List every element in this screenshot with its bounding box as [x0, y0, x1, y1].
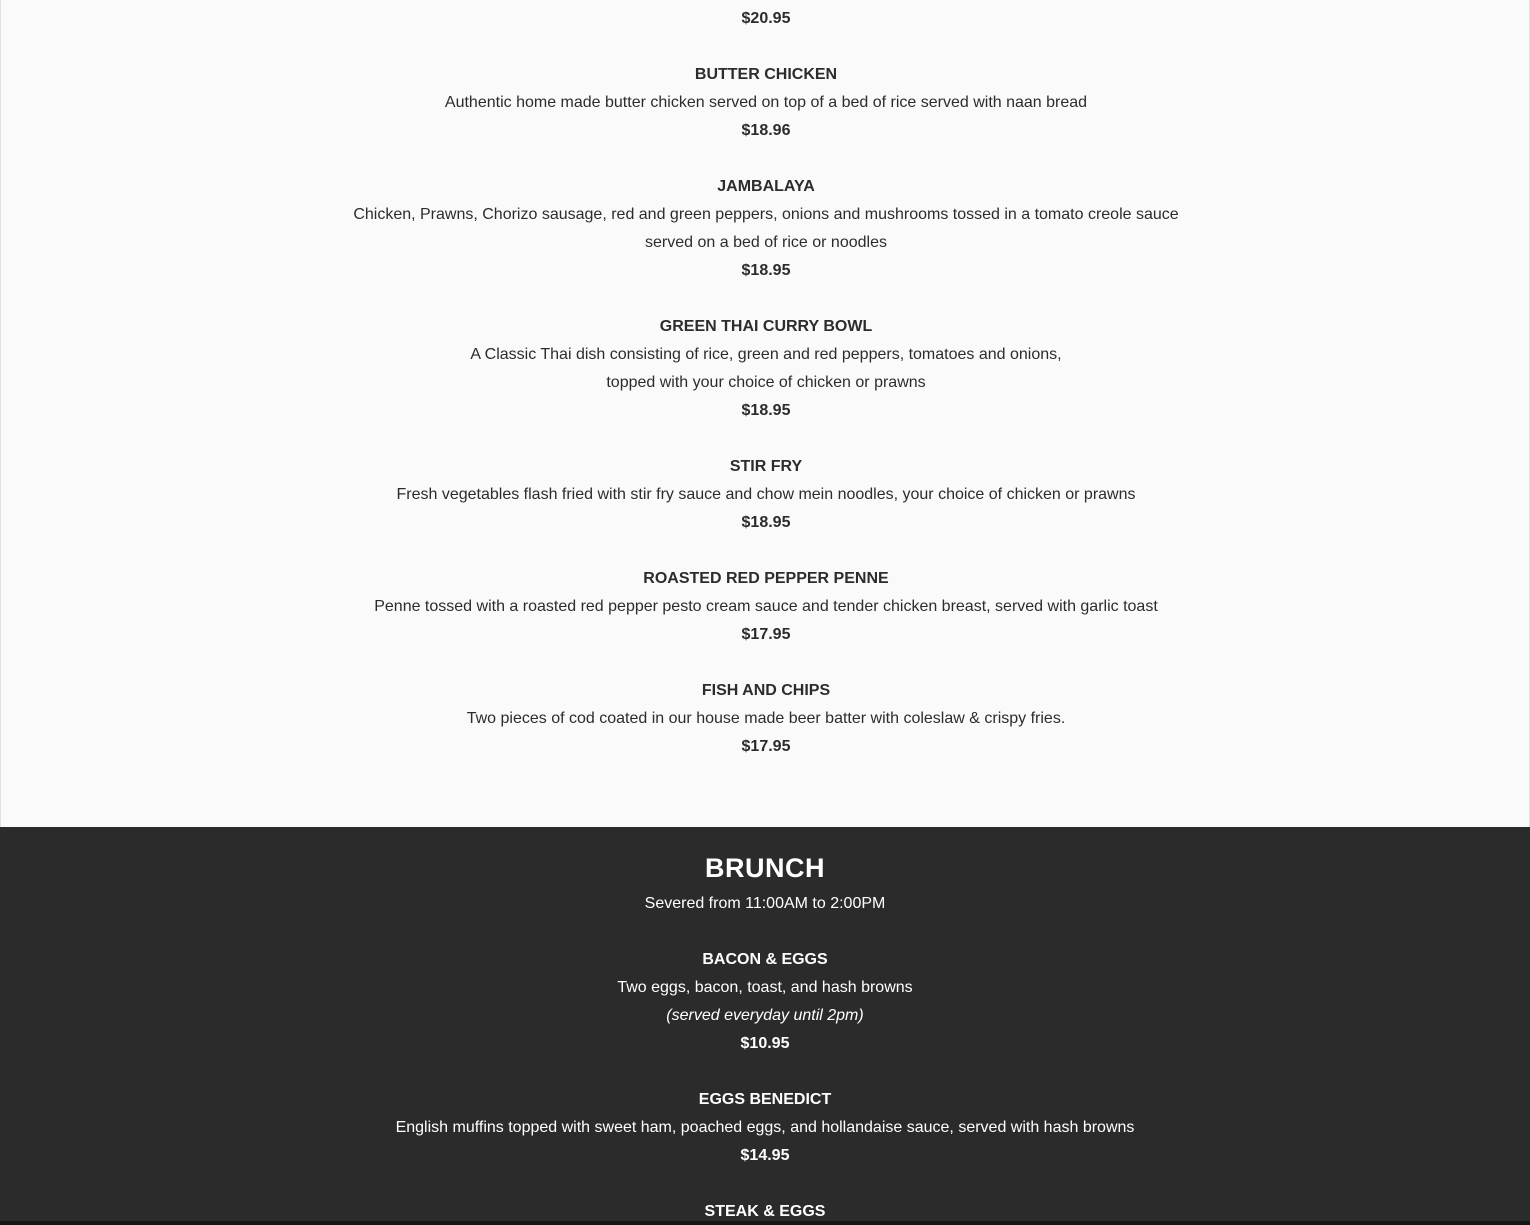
menu-item-butter-chicken: [1, 61, 1530, 145]
menu-item-title: JAMBALAYA: [717, 178, 815, 195]
menu-item-description: English muffins topped with sweet ham, poached eggs, and hollandaise sauce, served with hash browns: [395, 1119, 1135, 1136]
menu-item-description: A Classic Thai dish consisting of rice, green and red peppers, tomatoes and onions,: [470, 346, 1062, 363]
menu-item-description: Two pieces of cod coated in our house made beer batter with coleslaw & crispy fries.: [466, 710, 1066, 727]
menu-item-description: Two eggs, bacon, toast, and hash browns: [617, 979, 913, 996]
menu-item-description: Penne tossed with a roasted red pepper pesto cream sauce and tender chicken breast, served with garlic toast: [374, 598, 1158, 615]
menu-item-price: $18.95: [741, 402, 791, 419]
menu-item-title: FISH AND CHIPS: [701, 682, 831, 699]
menu-item-previous: [1, 5, 1530, 33]
menu-item-title: STEAK & EGGS: [704, 1203, 826, 1220]
menu-item-title: GREEN THAI CURRY BOWL: [659, 318, 873, 335]
menu-item-price: $17.95: [741, 626, 791, 643]
menu-item-title: EGGS BENEDICT: [698, 1091, 832, 1108]
menu-item-bacon-and-eggs: [0, 946, 1530, 1058]
menu-item-eggs-benedict: [0, 1086, 1530, 1170]
brunch-section-title: BRUNCH: [705, 853, 825, 883]
menu-item-price: $17.95: [741, 738, 791, 755]
menu-item-title: BUTTER CHICKEN: [694, 66, 838, 83]
menu-item-title: STIR FRY: [729, 458, 803, 475]
menu-item-price: $18.95: [741, 514, 791, 531]
menu-item-stir-fry: [1, 453, 1530, 537]
menu-item-note: (served everyday until 2pm): [666, 1007, 864, 1024]
menu-item-price: $18.95: [741, 262, 791, 279]
menu-item-description: served on a bed of rice or noodles: [645, 234, 887, 251]
menu-item-title: BACON & EGGS: [702, 951, 828, 968]
menu-item-description: Fresh vegetables flash fried with stir fry sauce and chow mein noodles, your choice of chicken or prawns: [396, 486, 1136, 503]
menu-item-description: Authentic home made butter chicken served on top of a bed of rice served with naan bread: [444, 94, 1088, 111]
menu-item-price: $18.96: [741, 122, 791, 139]
menu-item-description: Chicken, Prawns, Chorizo sausage, red and green peppers, onions and mushrooms tossed in a tomato creole sauce: [353, 206, 1179, 223]
menu-item-description: topped with your choice of chicken or prawns: [606, 374, 926, 391]
menu-item-jambalaya: [1, 173, 1530, 285]
brunch-section-hours: Severed from 11:00AM to 2:00PM: [644, 895, 886, 912]
menu-item-roasted-red-pepper-penne: [1, 565, 1530, 649]
page-bottom-edge: [0, 1221, 1530, 1225]
menu-item-green-thai-curry-bowl: [1, 313, 1530, 425]
menu-item-price: $14.95: [740, 1147, 790, 1164]
menu-item-title: ROASTED RED PEPPER PENNE: [643, 570, 889, 587]
menu-item-price: $20.95: [741, 10, 791, 27]
menu-item-fish-and-chips: [1, 677, 1530, 761]
menu-item-price: $10.95: [740, 1035, 790, 1052]
